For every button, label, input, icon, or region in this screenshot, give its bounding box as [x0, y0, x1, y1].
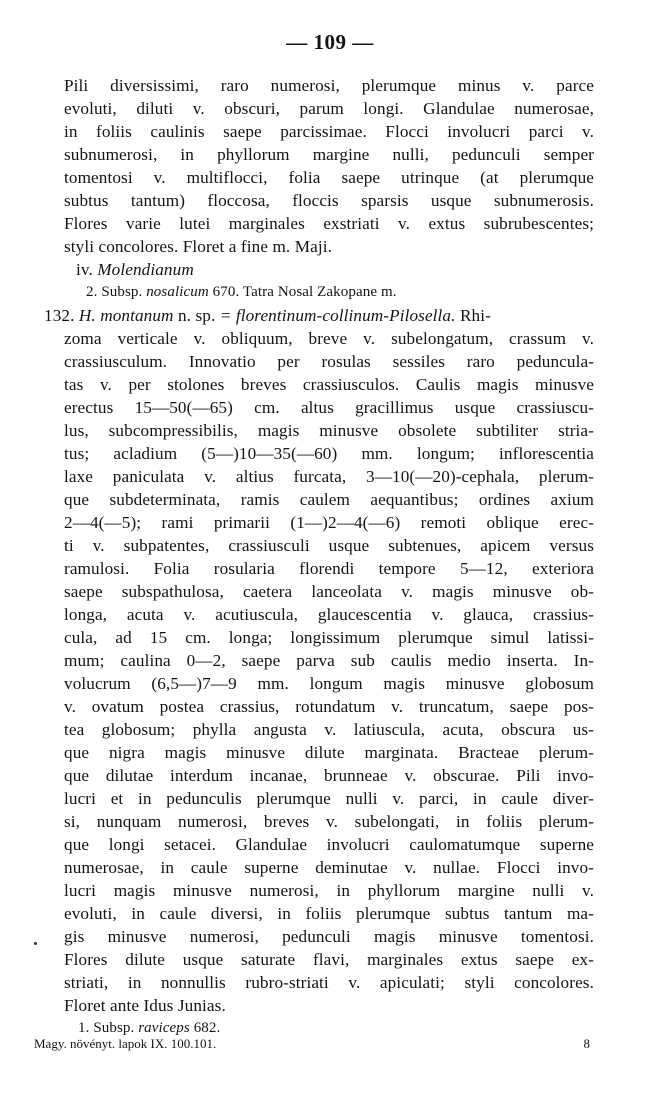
- intro-line: subtus tantum) floccosa, floccis sparsis usque subnumerosis.: [64, 191, 594, 210]
- description-line: zoma verticale v. obliquum, breve v. subelongatum, crassum v.: [64, 329, 594, 348]
- description-line: v. ovatum postea crassius, rotundatum v. truncatum, saepe pos-: [64, 697, 594, 716]
- description-line: 2—4(—5); rami primarii (1—)2—4(—6) remoti oblique erec-: [64, 513, 594, 532]
- description-line: mum; caulina 0—2, saepe parva sub caulis medio inserta. In-: [64, 651, 594, 670]
- description-line: gis minusve numerosi, pedunculi magis minusve tomentosi.: [64, 927, 594, 946]
- subsp-nosalicum-num: 2.: [86, 284, 98, 300]
- description-line: si, nunquam numerosi, breves v. subelongati, in foliis plerum-: [64, 812, 594, 831]
- page-footer: [34, 1036, 590, 1052]
- description-line: crassiusculum. Innovatio per rosulas sessiles raro peduncula-: [64, 352, 594, 371]
- subsp-raviceps-label: Subsp.: [93, 1020, 135, 1036]
- footer-sheet-number: 8: [583, 1036, 590, 1051]
- description-line: lucri magis minusve numerosi, in phyllorum margine nulli v.: [64, 881, 594, 900]
- intro-line: in foliis caulinis saepe parcissimae. Flocci involucri parci v.: [64, 122, 594, 141]
- species-name: H. montanum: [78, 306, 174, 325]
- species-first-word: Rhi-: [459, 306, 491, 325]
- description-line: evoluti, in caule diversi, in foliis plerumque subtus tantum ma-: [64, 904, 594, 923]
- subsp-nosalicum-name: nosalicum: [146, 284, 209, 300]
- intro-line: subnumerosi, in phyllorum margine nulli, pedunculi semper: [64, 145, 594, 164]
- subsp-nosalicum-label: Subsp.: [101, 284, 143, 300]
- intro-line: tomentosi v. multiflocci, folia saepe utrinque (at plerumque: [64, 168, 594, 187]
- intro-paragraph: [64, 74, 594, 258]
- description-line: volucrum (6,5—)7—9 mm. longum magis minusve globosum: [64, 674, 594, 693]
- subsp-raviceps-name: raviceps: [138, 1020, 190, 1036]
- description-line: tus; acladium (5—)10—35(—60) mm. longum; inflorescentia: [64, 444, 594, 463]
- description-line: que subdeterminata, ramis caulem aequantibus; ordines axium: [64, 490, 594, 509]
- subsp-nosalicum-rest: 670. Tatra Nosal Zakopane m.: [212, 284, 397, 300]
- intro-line: Flores varie lutei marginales exstriati v. extus subrubescentes;: [64, 214, 594, 233]
- margin-dot: [34, 942, 37, 945]
- species-synonym: = florentinum-collinum-Pilosella.: [219, 306, 456, 325]
- intro-line: Pili diversissimi, raro numerosi, plerumque minus v. parce: [64, 76, 594, 95]
- description-line: que nigra magis minusve dilute marginata. Bracteae plerum-: [64, 743, 594, 762]
- species-heading: [44, 304, 594, 327]
- description-line: que dilutae interdum incanae, brunneae v. obscurae. Pili invo-: [64, 766, 594, 785]
- page-number: — 109 —: [286, 30, 374, 54]
- subsp-nosalicum: [64, 281, 594, 304]
- description-line: que longi setacei. Glandulae involucri caulomatumque superne: [64, 835, 594, 854]
- description-line: ramulosi. Folia rosularia florendi tempore 5—12, exteriora: [64, 559, 594, 578]
- description-line: erectus 15—50(—65) cm. altus gracillimus usque crassiuscu-: [64, 398, 594, 417]
- subsp-raviceps-rest: 682.: [193, 1020, 221, 1036]
- footer-signature: Magy. növényt. lapok IX. 100.101.: [34, 1036, 217, 1051]
- molendianum-prefix: iv.: [76, 260, 93, 279]
- intro-line: evoluti, diluti v. obscuri, parum longi. Glandulae numerosae,: [64, 99, 594, 118]
- species-description: [64, 327, 594, 994]
- description-line: Flores dilute usque saturate flavi, marginales extus saepe ex-: [64, 950, 594, 969]
- text-body: [44, 74, 594, 1040]
- intro-line: styli concolores. Floret a fine m. Maji.: [64, 237, 332, 256]
- description-line: cula, ad 15 cm. longa; longissimum plerumque simul latissi-: [64, 628, 594, 647]
- description-line: longa, acuta v. acutiuscula, glaucescentia v. glauca, crassius-: [64, 605, 594, 624]
- description-line: lus, subcompressibilis, magis minusve obsolete subtiliter stria-: [64, 421, 594, 440]
- subsp-raviceps-num: 1.: [78, 1020, 90, 1036]
- description-line: saepe subspathulosa, caetera lanceolata v. magis minusve ob-: [64, 582, 594, 601]
- description-line: lucri et in pedunculis plerumque nulli v. parci, in caule diver-: [64, 789, 594, 808]
- species-number: 132.: [44, 306, 75, 325]
- molendianum-name: Molendianum: [97, 260, 194, 279]
- floret-line: Floret ante Idus Junias.: [64, 996, 226, 1015]
- description-line: tea globosum; phylla angusta v. latiuscula, acuta, obscura us-: [64, 720, 594, 739]
- species-sp: n. sp.: [177, 306, 216, 325]
- description-line: tas v. per stolones breves crassiusculos. Caulis magis minusve: [64, 375, 594, 394]
- description-line: numerosae, in caule superne deminutae v. nullae. Flocci invo-: [64, 858, 594, 877]
- description-line: striati, in nonnullis rubro-striati v. apiculati; styli concolores.: [64, 973, 594, 992]
- description-line: laxe paniculata v. altius furcata, 3—10(—20)-cephala, plerum-: [64, 467, 594, 486]
- description-line: ti v. subpatentes, crassiusculi usque subtenues, apicem versus: [64, 536, 594, 555]
- molendianum-heading: [64, 258, 594, 281]
